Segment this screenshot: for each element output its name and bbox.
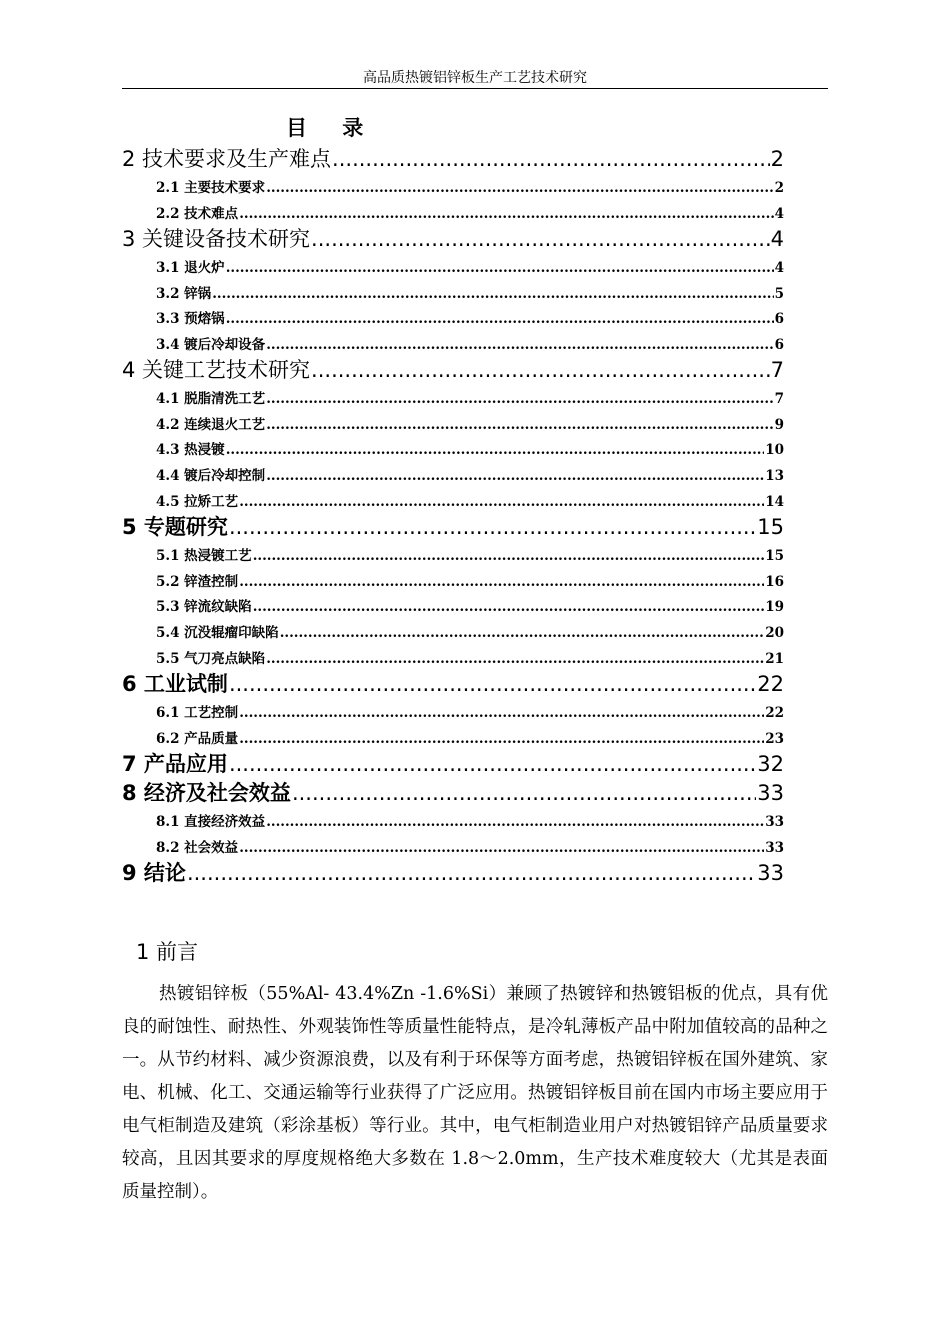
toc-entry-page: 6 <box>774 337 784 353</box>
toc-dot-leader <box>187 861 756 885</box>
section-title: 1 前言 <box>136 940 199 964</box>
toc-section-entry[interactable] <box>156 647 784 667</box>
toc-chapter-entry[interactable] <box>122 748 784 778</box>
toc-entry-page: 19 <box>765 599 784 615</box>
toc-entry-label: 6.1 工艺控制 <box>156 705 239 721</box>
toc-entry-label: 3.1 退火炉 <box>156 260 225 276</box>
toc-entry-page: 9 <box>774 417 784 433</box>
toc-entry-page: 33 <box>757 861 784 885</box>
toc-dot-leader <box>253 548 765 564</box>
toc-chapter-entry[interactable] <box>122 223 784 253</box>
toc-section-entry[interactable] <box>156 307 784 327</box>
toc-entry-label: 5.1 热浸镀工艺 <box>156 548 252 564</box>
toc-entry-label: 5 专题研究 <box>122 515 228 539</box>
toc-entry-page: 4 <box>774 260 784 276</box>
toc-dot-leader <box>266 651 764 667</box>
toc-entry-page: 21 <box>765 651 784 667</box>
toc-dot-leader <box>266 468 764 484</box>
toc-entry-label: 5.3 锌流纹缺陷 <box>156 599 252 615</box>
toc-dot-leader <box>226 311 774 327</box>
toc-dot-leader <box>229 752 756 776</box>
toc-entry-label: 4.4 镀后冷却控制 <box>156 468 266 484</box>
toc-dot-leader <box>253 599 765 615</box>
toc-entry-page: 15 <box>757 515 784 539</box>
toc-dot-leader <box>239 574 764 590</box>
toc-chapter-entry[interactable] <box>122 511 784 541</box>
toc-entry-label: 4.2 连续退火工艺 <box>156 417 266 433</box>
toc-section-entry[interactable] <box>156 701 784 721</box>
toc-entry-page: 15 <box>765 548 784 564</box>
toc-section-entry[interactable] <box>156 464 784 484</box>
toc-dot-leader <box>226 260 774 276</box>
toc-entry-label: 2.2 技术难点 <box>156 206 239 222</box>
toc-dot-leader <box>266 417 773 433</box>
toc-entry-page: 13 <box>765 468 784 484</box>
toc-entry-page: 20 <box>765 625 784 641</box>
toc-entry-label: 8.1 直接经济效益 <box>156 814 266 830</box>
toc-entry-page: 6 <box>774 311 784 327</box>
toc-entry-label: 6 工业试制 <box>122 672 228 696</box>
toc-section-entry[interactable] <box>156 621 784 641</box>
toc-entry-page: 10 <box>765 442 784 458</box>
toc-entry-label: 3 关键设备技术研究 <box>122 227 311 251</box>
toc-section-entry[interactable] <box>156 256 784 276</box>
toc-entry-page: 4 <box>774 206 784 222</box>
toc-entry-page: 4 <box>770 227 784 251</box>
toc-entry-page: 23 <box>765 731 784 747</box>
toc-entry-page: 2 <box>774 180 784 196</box>
toc-dot-leader <box>239 206 773 222</box>
toc-entry-label: 3.2 锌锅 <box>156 286 212 302</box>
toc-entry-page: 22 <box>757 672 784 696</box>
toc-entry-label: 4.1 脱脂清洗工艺 <box>156 391 266 407</box>
toc-entry-page: 7 <box>770 358 784 382</box>
toc-entry-label: 4 关键工艺技术研究 <box>122 358 311 382</box>
toc-entry-label: 3.3 预熔锅 <box>156 311 225 327</box>
toc-entry-label: 9 结论 <box>122 861 186 885</box>
toc-chapter-entry[interactable] <box>122 777 784 807</box>
toc-entry-label: 5.2 锌渣控制 <box>156 574 239 590</box>
toc-dot-leader <box>292 781 756 805</box>
toc-dot-leader <box>266 337 773 353</box>
toc-section-entry[interactable] <box>156 727 784 747</box>
toc-section-entry[interactable] <box>156 282 784 302</box>
toc-section-entry[interactable] <box>156 570 784 590</box>
toc-section-entry[interactable] <box>156 413 784 433</box>
toc-section-entry[interactable] <box>156 438 784 458</box>
toc-entry-page: 7 <box>774 391 784 407</box>
running-header: 高品质热镀铝锌板生产工艺技术研究 <box>363 70 587 86</box>
toc-entry-page: 32 <box>757 752 784 776</box>
toc-entry-label: 5.4 沉没辊瘤印缺陷 <box>156 625 279 641</box>
toc-section-entry[interactable] <box>156 810 784 830</box>
toc-title: 目 录 <box>286 115 378 140</box>
toc-section-entry[interactable] <box>156 387 784 407</box>
toc-entry-label: 3.4 镀后冷却设备 <box>156 337 266 353</box>
toc-dot-leader <box>239 840 764 856</box>
toc-entry-label: 8 经济及社会效益 <box>122 781 291 805</box>
toc-dot-leader <box>229 515 756 539</box>
toc-chapter-entry[interactable] <box>122 354 784 384</box>
toc-section-entry[interactable] <box>156 595 784 615</box>
toc-entry-page: 22 <box>765 705 784 721</box>
toc-dot-leader <box>212 286 773 302</box>
toc-dot-leader <box>280 625 765 641</box>
toc-entry-label: 4.3 热浸镀 <box>156 442 225 458</box>
toc-entry-label: 5.5 气刀亮点缺陷 <box>156 651 266 667</box>
toc-dot-leader <box>229 672 756 696</box>
toc-entry-label: 4.5 拉矫工艺 <box>156 494 239 510</box>
toc-entry-page: 5 <box>774 286 784 302</box>
toc-entry-label: 2.1 主要技术要求 <box>156 180 266 196</box>
toc-section-entry[interactable] <box>156 176 784 196</box>
toc-chapter-entry[interactable] <box>122 143 784 173</box>
toc-chapter-entry[interactable] <box>122 668 784 698</box>
toc-chapter-entry[interactable] <box>122 857 784 887</box>
toc-dot-leader <box>239 705 764 721</box>
toc-entry-page: 33 <box>765 814 784 830</box>
toc-entry-page: 14 <box>765 494 784 510</box>
toc-dot-leader <box>226 442 765 458</box>
section-paragraph: 热镀铝锌板（55%Al- 43.4%Zn -1.6%Si）兼顾了热镀锌和热镀铝板的优点，具有优良的耐蚀性、耐热性、外观装饰性等质量性能特点，是冷轧薄板产品中附加值较高的品种之一。从节约材料、减少资源浪费，以及有利于环保等方面考虑，热镀铝锌板在国外建筑、家电、机械、化工、交通运输等行业获得了广泛应用。热镀铝锌板目前在国内市场主要应用于电气柜制造及建筑（彩涂基板）等行业。其中，电气柜制造业用户对热镀铝锌产品质量要求较高，且因其要求的厚度规格绝大多数在 1.8～2.0mm，生产技术难度较大（尤其是表面质量控制）。 <box>122 984 828 1202</box>
toc-entry-label: 2 技术要求及生产难点 <box>122 147 332 171</box>
toc-entry-label: 7 产品应用 <box>122 752 228 776</box>
toc-entry-page: 16 <box>765 574 784 590</box>
toc-entry-page: 33 <box>765 840 784 856</box>
toc-section-entry[interactable] <box>156 544 784 564</box>
toc-dot-leader <box>266 391 773 407</box>
toc-dot-leader <box>332 147 770 171</box>
toc-dot-leader <box>239 494 764 510</box>
toc-section-entry[interactable] <box>156 490 784 510</box>
toc-dot-leader <box>239 731 764 747</box>
toc-entry-label: 6.2 产品质量 <box>156 731 239 747</box>
toc-entry-page: 2 <box>770 147 784 171</box>
toc-section-entry[interactable] <box>156 202 784 222</box>
toc-dot-leader <box>266 180 773 196</box>
toc-dot-leader <box>311 227 770 251</box>
toc-dot-leader <box>311 358 770 382</box>
toc-entry-label: 8.2 社会效益 <box>156 840 239 856</box>
toc-dot-leader <box>266 814 764 830</box>
toc-section-entry[interactable] <box>156 333 784 353</box>
toc-section-entry[interactable] <box>156 836 784 856</box>
header-rule <box>122 88 828 89</box>
toc-entry-page: 33 <box>757 781 784 805</box>
